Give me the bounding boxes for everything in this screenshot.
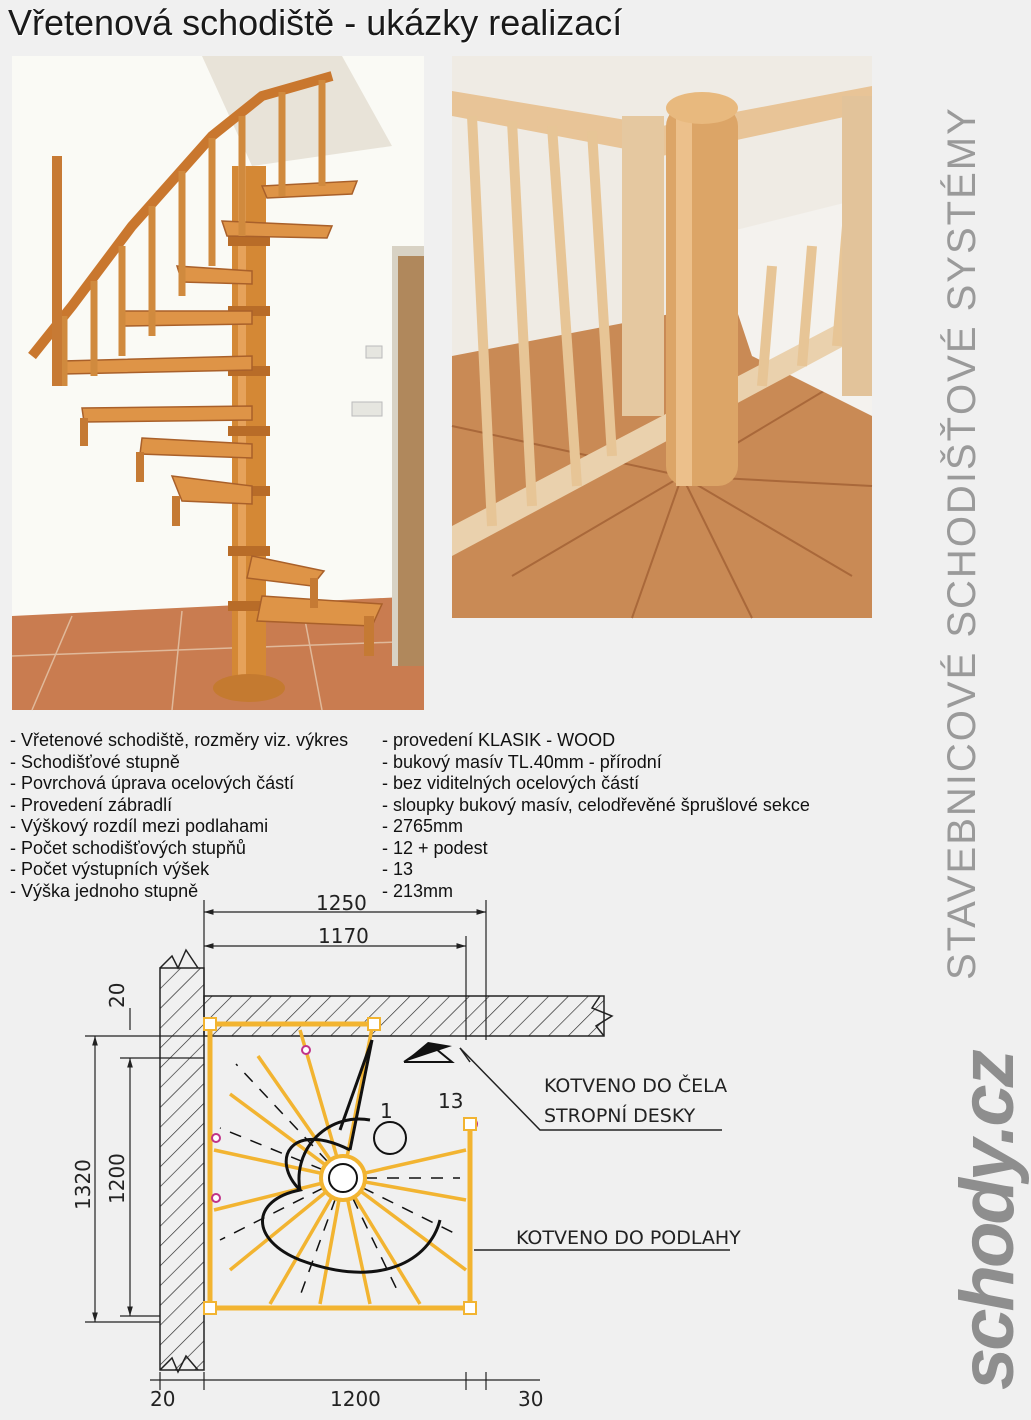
spec-row [10,795,870,817]
staircase-photo-top [452,56,872,618]
page-title: Vřetenová schodiště - ukázky realizací [8,2,623,43]
dim-left-outer: 1320 [71,1159,95,1210]
dim-left-inner: 1200 [105,1153,129,1204]
spec-label: - Počet schodišťových stupňů [10,837,246,858]
spec-value: - bukový masív TL.40mm - přírodní [382,751,662,772]
spec-value: - 2765mm [382,816,464,836]
dim-left-small: 20 [105,982,129,1008]
dim-top-inner: 1170 [318,924,369,948]
spec-value: - 12 + podest [382,837,488,858]
step-last-label: 13 [438,1089,464,1113]
spec-label: - Vřetenové schodiště, rozměry viz. výkres [10,730,349,750]
start-marker [374,1122,406,1154]
dim-bottom-left: 20 [150,1387,176,1411]
side-slogan: STAVEBNICOVÉ SCHODIŠŤOVÉ SYSTÉMY [940,106,984,980]
note-ceiling-line1: KOTVENO DO ČELA [544,1075,728,1097]
spec-label: - Povrchová úprava ocelových částí [10,773,295,793]
dim-bottom-mid: 1200 [330,1387,381,1411]
spec-row [10,838,870,860]
spec-value: - 13 [382,859,414,879]
dim-top-outer: 1250 [316,891,367,915]
spec-row [10,773,870,795]
spec-value: - bez viditelných ocelových částí [382,773,640,793]
spec-value: - 213mm [382,880,454,901]
spec-list [10,730,870,902]
spec-label: - Schodišťové stupně [10,751,180,772]
spec-value: - provedení KLASIK - WOOD [382,730,616,750]
spec-row [10,752,870,774]
spec-row [10,816,870,838]
spec-label: - Výška jednoho stupně [10,880,199,901]
spec-value: - sloupky bukový masív, celodřevěné šprušlové sekce [382,794,810,815]
brand-logo: schody.cz [945,1052,1030,1390]
floor-plan-drawing [0,880,960,1420]
spec-row [10,859,870,881]
staircase-photo-side [12,56,424,710]
spec-label: - Počet výstupních výšek [10,859,210,879]
central-column [321,1156,365,1200]
spec-row [10,730,870,752]
step-first-label: 1 [380,1099,393,1123]
dim-bottom-right: 30 [518,1387,544,1411]
spec-label: - Výškový rozdíl mezi podlahami [10,816,269,836]
note-ceiling-line2: STROPNÍ DESKY [544,1105,696,1127]
left-wall [160,968,204,1370]
note-floor: KOTVENO DO PODLAHY [516,1227,741,1249]
spec-label: - Provedení zábradlí [10,794,173,815]
